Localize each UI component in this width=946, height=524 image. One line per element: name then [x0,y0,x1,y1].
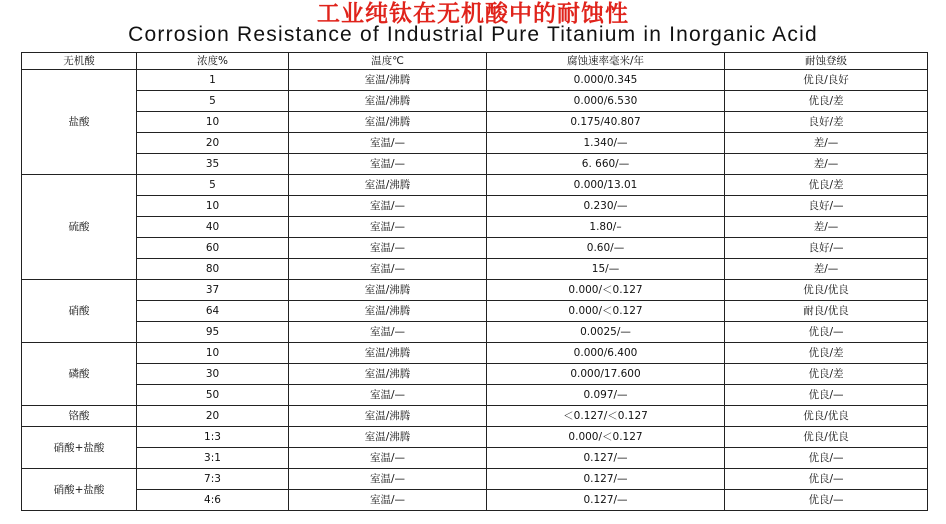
table-row [22,364,928,385]
table-row [22,343,928,364]
temperature-cell: 室温/沸腾 [289,70,487,91]
corrosion-rate-cell: 0.127/— [487,448,725,469]
corrosion-rate-cell: ＜0.127/＜0.127 [487,406,725,427]
concentration-cell: 40 [137,217,289,238]
corrosion-table [21,52,928,511]
corrosion-rate-cell: 0.097/— [487,385,725,406]
concentration-cell: 5 [137,91,289,112]
corrosion-rate-cell: 0.000/＜0.127 [487,301,725,322]
table-row [22,133,928,154]
table-row [22,490,928,511]
header-acid: 无机酸 [22,53,137,70]
temperature-cell: 室温/沸腾 [289,91,487,112]
temperature-cell: 室温/沸腾 [289,112,487,133]
concentration-cell: 95 [137,322,289,343]
concentration-cell: 10 [137,343,289,364]
grade-cell: 优良/优良 [725,427,928,448]
temperature-cell: 室温/沸腾 [289,427,487,448]
table-row [22,238,928,259]
grade-cell: 优良/— [725,469,928,490]
grade-cell: 良好/差 [725,112,928,133]
concentration-cell: 3:1 [137,448,289,469]
page-title-english: Corrosion Resistance of Industrial Pure Titanium in Inorganic Acid [128,23,818,46]
acid-cell: 铬酸 [22,406,137,427]
corrosion-rate-cell: 15/— [487,259,725,280]
concentration-cell: 1 [137,70,289,91]
grade-cell: 差/— [725,259,928,280]
page-title-chinese: 工业纯钛在无机酸中的耐蚀性 [317,1,629,27]
corrosion-rate-cell: 0.000/17.600 [487,364,725,385]
corrosion-rate-cell: 0.0025/— [487,322,725,343]
grade-cell: 差/— [725,154,928,175]
table-body [22,70,928,511]
grade-cell: 优良/差 [725,343,928,364]
concentration-cell: 35 [137,154,289,175]
concentration-cell: 20 [137,406,289,427]
corrosion-rate-cell: 6. 660/— [487,154,725,175]
grade-cell: 良好/— [725,196,928,217]
temperature-cell: 室温/沸腾 [289,406,487,427]
acid-cell: 硝酸+盐酸 [22,469,137,511]
table-row [22,259,928,280]
grade-cell: 优良/差 [725,364,928,385]
concentration-cell: 4:6 [137,490,289,511]
table-row [22,385,928,406]
table-row [22,280,928,301]
concentration-cell: 5 [137,175,289,196]
corrosion-rate-cell: 1.340/— [487,133,725,154]
concentration-cell: 50 [137,385,289,406]
header-temperature: 温度℃ [289,53,487,70]
concentration-cell: 64 [137,301,289,322]
concentration-cell: 10 [137,196,289,217]
corrosion-rate-cell: 0.127/— [487,469,725,490]
temperature-cell: 室温/— [289,448,487,469]
temperature-cell: 室温/— [289,385,487,406]
header-row [22,53,928,70]
table-row [22,406,928,427]
corrosion-rate-cell: 0.60/— [487,238,725,259]
header-concentration: 浓度% [137,53,289,70]
corrosion-rate-cell: 0.000/6.400 [487,343,725,364]
corrosion-rate-cell: 0.000/＜0.127 [487,427,725,448]
table-row [22,469,928,490]
table-row [22,175,928,196]
grade-cell: 优良/— [725,322,928,343]
grade-cell: 耐良/优良 [725,301,928,322]
grade-cell: 差/— [725,133,928,154]
table-row [22,154,928,175]
corrosion-rate-cell: 0.000/13.01 [487,175,725,196]
corrosion-rate-cell: 0.000/0.345 [487,70,725,91]
acid-cell: 盐酸 [22,70,137,175]
acid-cell: 硫酸 [22,175,137,280]
temperature-cell: 室温/— [289,217,487,238]
table-row [22,91,928,112]
temperature-cell: 室温/— [289,469,487,490]
temperature-cell: 室温/沸腾 [289,175,487,196]
acid-cell: 硝酸+盐酸 [22,427,137,469]
temperature-cell: 室温/沸腾 [289,301,487,322]
grade-cell: 优良/优良 [725,406,928,427]
temperature-cell: 室温/沸腾 [289,364,487,385]
concentration-cell: 30 [137,364,289,385]
corrosion-rate-cell: 0.175/40.807 [487,112,725,133]
header-resistance-grade: 耐蚀登级 [725,53,928,70]
grade-cell: 优良/良好 [725,70,928,91]
concentration-cell: 80 [137,259,289,280]
grade-cell: 优良/差 [725,91,928,112]
concentration-cell: 20 [137,133,289,154]
concentration-cell: 60 [137,238,289,259]
temperature-cell: 室温/沸腾 [289,280,487,301]
concentration-cell: 7:3 [137,469,289,490]
table-row [22,322,928,343]
grade-cell: 优良/— [725,448,928,469]
corrosion-rate-cell: 0.230/— [487,196,725,217]
corrosion-rate-cell: 0.000/6.530 [487,91,725,112]
table-row [22,427,928,448]
acid-cell: 硝酸 [22,280,137,343]
temperature-cell: 室温/— [289,322,487,343]
grade-cell: 优良/— [725,490,928,511]
grade-cell: 良好/— [725,238,928,259]
grade-cell: 优良/— [725,385,928,406]
temperature-cell: 室温/— [289,490,487,511]
table-row [22,448,928,469]
table-row [22,196,928,217]
temperature-cell: 室温/— [289,259,487,280]
concentration-cell: 1:3 [137,427,289,448]
grade-cell: 优良/差 [725,175,928,196]
table-row [22,301,928,322]
acid-cell: 磷酸 [22,343,137,406]
table-row [22,217,928,238]
table-row [22,70,928,91]
corrosion-rate-cell: 0.127/— [487,490,725,511]
temperature-cell: 室温/— [289,154,487,175]
corrosion-rate-cell: 0.000/＜0.127 [487,280,725,301]
table-row [22,112,928,133]
grade-cell: 优良/优良 [725,280,928,301]
corrosion-rate-cell: 1.80/– [487,217,725,238]
temperature-cell: 室温/— [289,196,487,217]
temperature-cell: 室温/— [289,238,487,259]
header-corrosion-rate: 腐蚀速率毫米/年 [487,53,725,70]
temperature-cell: 室温/— [289,133,487,154]
grade-cell: 差/— [725,217,928,238]
concentration-cell: 37 [137,280,289,301]
concentration-cell: 10 [137,112,289,133]
temperature-cell: 室温/沸腾 [289,343,487,364]
